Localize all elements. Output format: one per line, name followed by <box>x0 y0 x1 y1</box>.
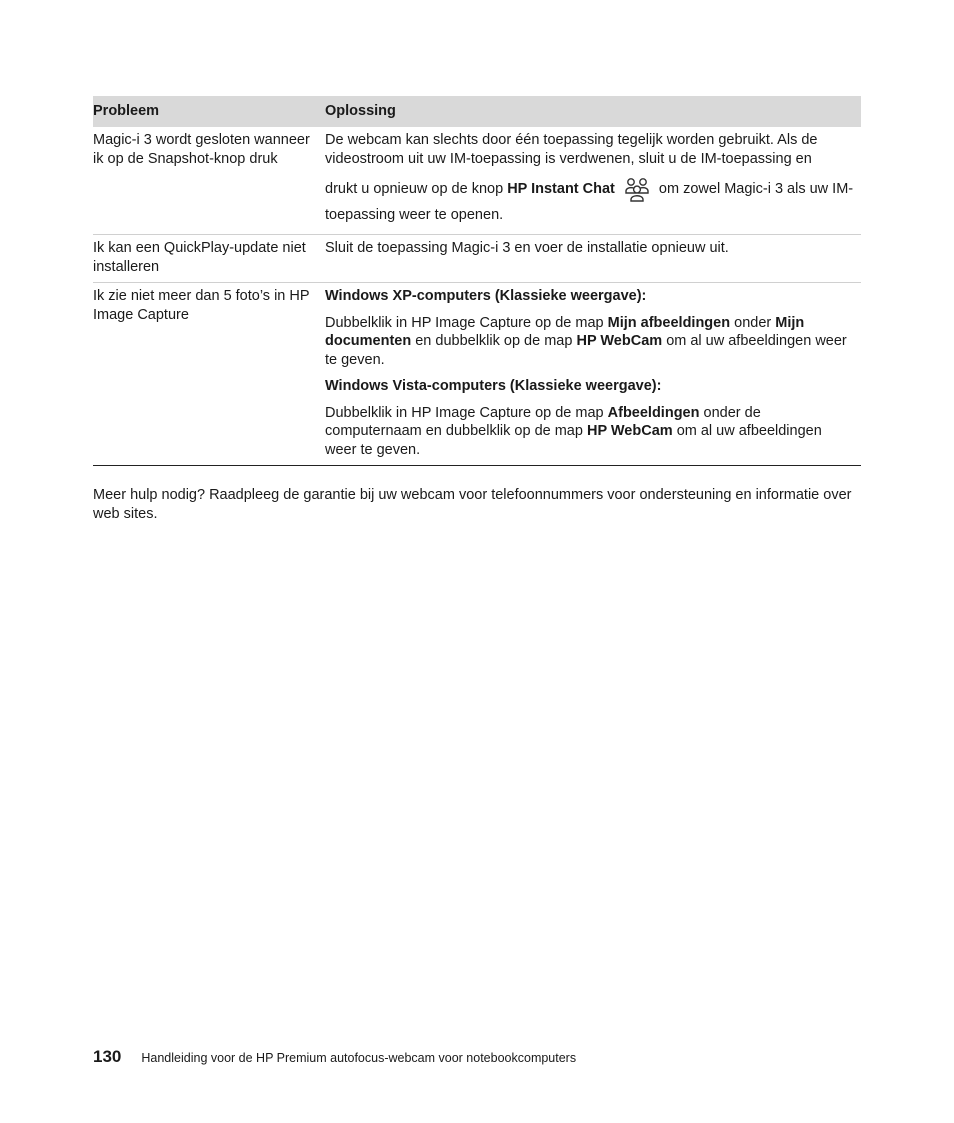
table-header-row <box>93 96 861 127</box>
table-row <box>93 283 861 466</box>
vista-instructions: Dubbelklik in HP Image Capture op de map Afbeeldingen onder de computernaam en dubbelklik op de map HP WebCam om al uw afbeeldingen weer te geven. <box>325 404 822 458</box>
document-title: Handleiding voor de HP Premium autofocus-webcam voor notebookcomputers <box>141 1051 577 1065</box>
solution-text-chat: drukt u opnieuw op de knop HP Instant Chat om zowel Magic-i 3 als uw IM-toepassing weer te openen. <box>325 176 857 228</box>
page-number: 130 <box>93 1047 122 1066</box>
hp-instant-chat-label: HP Instant Chat <box>507 181 615 197</box>
solution-text: Sluit de toepassing Magic-i 3 en voer de installatie opnieuw uit. <box>325 240 729 257</box>
page-footer <box>93 1048 576 1070</box>
table-row <box>93 127 861 235</box>
xp-instructions: Dubbelklik in HP Image Capture op de map Mijn afbeeldingen onder Mijn documenten en dubbelklik op de map HP WebCam om al uw afbeeldingen weer te geven. <box>325 314 847 368</box>
troubleshooting-table <box>93 96 861 466</box>
problem-cell: Ik kan een QuickPlay-update niet installeren <box>93 235 325 283</box>
solution-text: De webcam kan slechts door één toepassing tegelijk worden gebruikt. Als de videostroom uit uw IM-toepassing is verdwenen, sluit u de IM-toepassing en <box>325 132 818 167</box>
table-row <box>93 235 861 283</box>
header-solution: Oplossing <box>325 96 861 127</box>
solution-cell <box>325 283 861 466</box>
vista-heading: Windows Vista-computers (Klassieke weergave): <box>325 378 662 395</box>
problem-cell: Ik zie niet meer dan 5 foto’s in HP Image Capture <box>93 283 325 466</box>
hp-instant-chat-icon <box>623 176 651 202</box>
problem-cell: Magic-i 3 wordt gesloten wanneer ik op de Snapshot-knop druk <box>93 127 325 235</box>
help-note: Meer hulp nodig? Raadpleeg de garantie bij uw webcam voor telefoonnummers voor ondersteuning en informatie over web sites. <box>93 487 852 522</box>
solution-cell <box>325 127 861 235</box>
xp-heading: Windows XP-computers (Klassieke weergave): <box>325 288 647 305</box>
header-problem: Probleem <box>93 96 325 127</box>
solution-cell <box>325 235 861 283</box>
